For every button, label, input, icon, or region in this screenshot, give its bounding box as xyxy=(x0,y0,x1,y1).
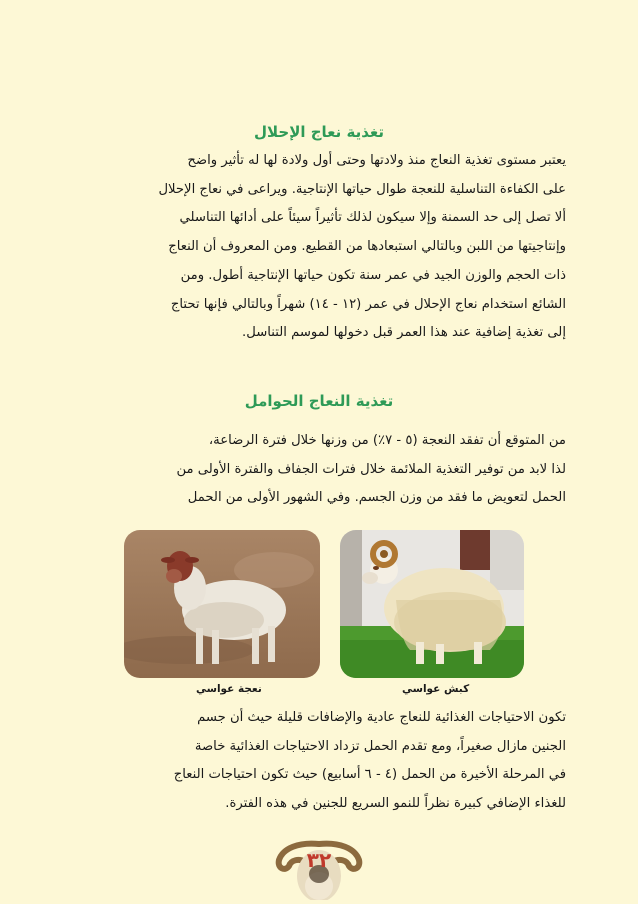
paragraph-line: ألا تصل إلى حد السمنة وإلا سيكون لذلك تأثيراً سيئاً على أدائها التناسلي xyxy=(179,210,566,226)
paragraph-nutrition-needs xyxy=(74,704,566,819)
paragraph-line: ذات الحجم والوزن الجيد في عمر سنة تكون حياتها الإنتاجية أطول. ومن xyxy=(180,267,566,283)
page-number-ornament xyxy=(269,834,369,900)
section-title-pregnant-ewes: تغذية النعاج الحوامل xyxy=(244,392,394,410)
paragraph-line: لذا لابد من توفير التغذية الملائمة خلال فترات الجفاف والفترة الأولى من xyxy=(176,461,566,477)
ewe-caption: نعجة عواسي xyxy=(196,683,262,695)
paragraph-line: يعتبر مستوى تغذية النعاج منذ ولادتها وحتى أول ولادة لها له تأثير واضح xyxy=(187,153,566,168)
paragraph-line: الجنين مازال صغيراً، ومع تقدم الحمل تزداد الاحتياجات الغذائية خاصة xyxy=(194,738,566,754)
ewe-photo xyxy=(124,530,320,678)
ram-caption: كبش عواسي xyxy=(402,683,470,695)
paragraph-pregnant-ewes xyxy=(74,427,566,513)
paragraph-line: وإنتاجيتها من اللبن وبالتالي استبعادها من القطيع. ومن المعروف أن النعاج xyxy=(168,239,566,255)
ram-photo xyxy=(340,530,524,678)
paragraph-line: إلى تغذية إضافية عند هذا العمر قبل دخولها لموسم التناسل. xyxy=(242,325,566,341)
page-number: ٣٢ xyxy=(306,848,332,872)
ewe-illustration xyxy=(124,530,320,678)
paragraph-line: من المتوقع أن تفقد النعجة (٥ - ٧٪) من وزنها خلال فترة الرضاعة، xyxy=(208,433,566,448)
ram-illustration xyxy=(340,530,524,678)
paragraph-line: على الكفاءة التناسلية للنعجة طوال حياتها الإنتاجية. ويراعى في نعاج الإحلال xyxy=(158,181,566,197)
paragraph-line: للغذاء الإضافي كبيرة نظراً للنمو السريع للجنين في هذه الفترة. xyxy=(225,796,566,812)
paragraph-line: الشائع استخدام نعاج الإحلال في عمر (١٢ - ١٤) شهراً وبالتالي فإنها تحتاج xyxy=(170,296,566,312)
paragraph-line: في المرحلة الأخيرة من الحمل (٤ - ٦ أسابيع) حيث تكون احتياجات النعاج xyxy=(173,767,566,783)
section-title-replacement-ewes: تغذية نعاج الإحلال xyxy=(253,123,384,141)
paragraph-line: تكون الاحتياجات الغذائية للنعاج عادية والإضافات قليلة حيث أن جسم xyxy=(197,710,566,725)
paragraph-line: الحمل لتعويض ما فقد من وزن الجسم. وفي الشهور الأولى من الحمل xyxy=(187,490,566,506)
paragraph-replacement-ewes xyxy=(74,147,566,348)
